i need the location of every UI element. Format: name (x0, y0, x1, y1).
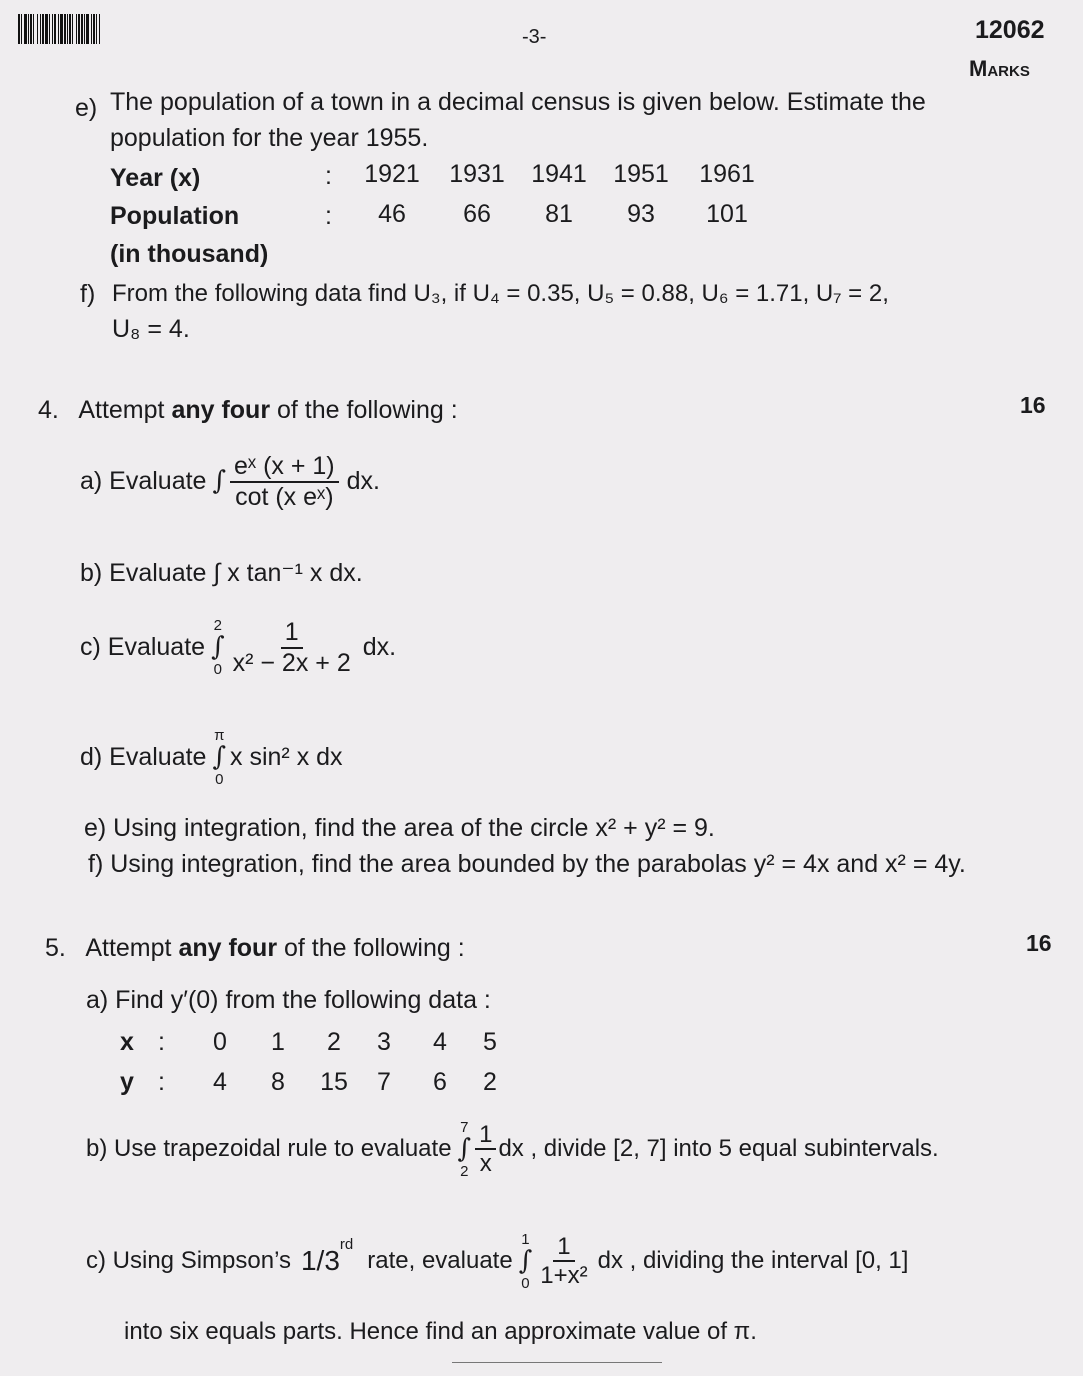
population-cell: 101 (706, 200, 748, 228)
q3f-label: f) (80, 280, 96, 308)
q4b-label: b) Evaluate (80, 559, 207, 587)
q5-intro-bold: any four (178, 934, 278, 962)
population-cell: 66 (463, 200, 491, 228)
year-cell: 1931 (449, 160, 505, 188)
upper-limit: 7 (460, 1119, 469, 1136)
q5c-mid: rate, evaluate (367, 1247, 513, 1275)
barcode (18, 14, 184, 44)
y-cell: 8 (271, 1068, 285, 1096)
population-cell: 81 (545, 200, 573, 228)
q4a-fraction (230, 452, 339, 512)
barcode-bar (100, 14, 103, 44)
year-cell: 1941 (531, 160, 587, 188)
y-row-label: y (120, 1068, 134, 1096)
q4d (80, 728, 343, 787)
paper-code: 12062 (975, 16, 1045, 44)
y-cell: 7 (377, 1068, 391, 1096)
q3e-text-line1: The population of a town in a decimal census is given below. Estimate the (110, 88, 926, 116)
population-label: Population (110, 202, 240, 230)
q5c-numerator: 1 (553, 1233, 574, 1263)
q5-intro-post: of the following : (284, 934, 465, 962)
q4e: e) Using integration, find the area of the circle x² + y² = 9. (84, 814, 715, 842)
simpson-fraction: 1/3 (300, 1245, 340, 1277)
y-cell: 2 (483, 1068, 497, 1096)
q5b (86, 1120, 939, 1179)
year-colon: : (325, 162, 332, 190)
definite-integral (211, 618, 225, 677)
q3e-text-line2: population for the year 1955. (110, 124, 429, 152)
year-cell: 1921 (364, 160, 420, 188)
q4b-expr: ∫ x tan⁻¹ x dx. (213, 559, 363, 587)
integral-sign: ∫ (212, 466, 227, 497)
q5b-post: dx , divide [2, 7] into 5 equal subintervals. (498, 1135, 939, 1163)
q5c-fraction (536, 1233, 591, 1290)
q5b-numerator: 1 (475, 1121, 496, 1151)
integral-sign: ∫ (457, 1134, 472, 1164)
q4-intro-post: of the following : (277, 396, 458, 424)
q5-heading (45, 934, 465, 963)
integral-sign: ∫ (212, 742, 227, 772)
q5c-pre: c) Using Simpson’s (86, 1247, 291, 1275)
year-cell: 1951 (613, 160, 669, 188)
simpson-fraction-sup: rd (339, 1236, 354, 1253)
q4a-numerator: eˣ (x + 1) (230, 452, 339, 483)
population-colon: : (325, 202, 332, 230)
q4-number: 4. (38, 396, 59, 424)
q5c-denominator: 1+x² (540, 1262, 588, 1290)
population-sub-label: (in thousand) (110, 240, 269, 268)
x-cell: 2 (327, 1028, 341, 1056)
q5b-fraction (475, 1121, 496, 1178)
upper-limit: π (214, 727, 225, 744)
definite-integral (458, 1120, 472, 1179)
page-number: -3- (522, 26, 547, 48)
q4f: f) Using integration, find the area bounded by the parabolas y² = 4x and x² = 4y. (88, 850, 966, 878)
x-row-colon: : (158, 1028, 165, 1056)
q5a: a) Find y′(0) from the following data : (86, 986, 491, 1014)
year-cell: 1961 (699, 160, 755, 188)
y-cell: 4 (213, 1068, 227, 1096)
upper-limit: 2 (213, 617, 222, 635)
lower-limit: 2 (460, 1162, 469, 1180)
x-row-label: x (120, 1028, 134, 1056)
q4b (80, 558, 363, 588)
lower-limit: 0 (213, 661, 222, 679)
lower-limit: 0 (215, 770, 224, 788)
definite-integral (212, 728, 226, 787)
q3f-text-line1: From the following data find U₃, if U₄ = 0.35, U₅ = 0.88, U₆ = 1.71, U₇ = 2, (112, 280, 889, 307)
q5c (86, 1232, 908, 1291)
q4a-label: a) Evaluate (80, 467, 207, 496)
q5-number: 5. (45, 934, 66, 962)
q4c-label: c) Evaluate (80, 633, 206, 662)
q4d-label: d) Evaluate (80, 742, 207, 771)
x-cell: 4 (433, 1028, 447, 1056)
q4a (80, 452, 380, 512)
q4c-tail: dx. (362, 633, 397, 662)
q5c-post: dx , dividing the interval [0, 1] (597, 1247, 909, 1275)
q4c (80, 618, 396, 678)
upper-limit: 1 (521, 1231, 530, 1248)
x-cell: 1 (271, 1028, 285, 1056)
q4a-tail: dx. (346, 467, 380, 496)
y-cell: 6 (433, 1068, 447, 1096)
q4-intro-bold: any four (171, 396, 271, 424)
lower-limit: 0 (521, 1274, 530, 1292)
q5b-denominator: x (479, 1150, 492, 1178)
population-cell: 93 (627, 200, 655, 228)
q5b-pre: b) Use trapezoidal rule to evaluate (86, 1135, 452, 1163)
y-row-colon: : (158, 1068, 165, 1096)
q4-heading (38, 396, 458, 425)
footer-rule (452, 1362, 662, 1363)
q4c-denominator: x² − 2x + 2 (232, 648, 351, 677)
population-cell: 46 (378, 200, 406, 228)
integral-sign: ∫ (211, 632, 225, 663)
q5-marks: 16 (1026, 930, 1052, 956)
x-cell: 0 (213, 1028, 227, 1056)
q3f-text-line2: U₈ = 4. (112, 315, 190, 343)
q5c-line2: into six equals parts. Hence find an approximate value of π. (124, 1318, 757, 1345)
q3e-label: e) (75, 94, 98, 122)
integral-sign: ∫ (518, 1246, 533, 1276)
x-cell: 5 (483, 1028, 497, 1056)
q4c-fraction (229, 618, 355, 678)
q4-marks: 16 (1020, 392, 1046, 418)
q4d-expr: x sin² x dx (230, 742, 343, 771)
q4c-numerator: 1 (281, 618, 303, 649)
year-label: Year (x) (110, 164, 201, 192)
y-cell: 15 (320, 1068, 348, 1096)
marks-header: Marks (969, 56, 1030, 81)
q4-intro-pre: Attempt (78, 396, 165, 424)
q5-intro-pre: Attempt (85, 934, 172, 962)
q4a-denominator: cot (x eˣ) (235, 482, 334, 511)
definite-integral (519, 1232, 533, 1291)
x-cell: 3 (377, 1028, 391, 1056)
